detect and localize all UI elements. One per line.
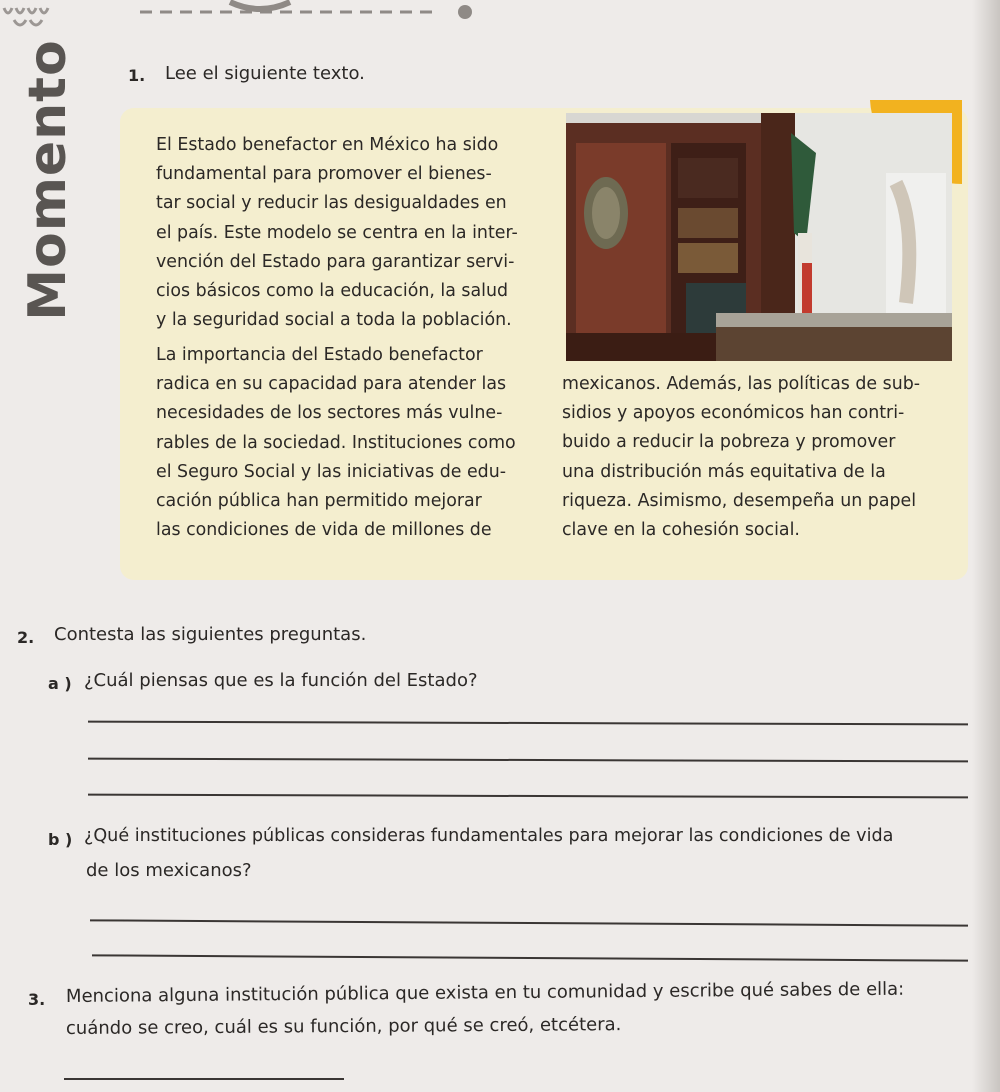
page-edge-shadow xyxy=(972,0,1000,1092)
reading-line: clave en la cohesión social. xyxy=(562,520,800,541)
reading-left-column xyxy=(156,131,518,335)
question-3-text-line1: Menciona alguna institución pública que exista en tu comunidad y escribe qué sabes de ella: xyxy=(65,978,905,1007)
answer-line-a-2[interactable] xyxy=(88,758,968,763)
answer-line-a-1[interactable] xyxy=(88,721,968,726)
reading-line: La importancia del Estado benefactor xyxy=(156,345,483,365)
question-3-number: 3. xyxy=(28,990,46,1009)
question-b-letter: b ) xyxy=(48,830,73,849)
reading-line: tar social y reducir las desigualdades en xyxy=(156,193,507,214)
question-2-number: 2. xyxy=(17,628,35,647)
question-1-number: 1. xyxy=(128,66,146,85)
reading-line: mexicanos. Además, las políticas de sub- xyxy=(562,374,921,394)
reading-left-column-continued xyxy=(156,341,516,545)
answer-line-3-1[interactable] xyxy=(64,1078,344,1080)
answer-line-a-3[interactable] xyxy=(88,794,968,799)
reading-line: rables de la sociedad. Instituciones como xyxy=(156,432,516,453)
reading-line: cación pública han permitido mejorar xyxy=(156,491,482,512)
reading-line: y la seguridad social a toda la población. xyxy=(156,310,512,331)
header-decoration-icon xyxy=(0,0,520,36)
reading-line: El Estado benefactor en México ha sido xyxy=(156,135,499,155)
reading-line: las condiciones de vida de millones de xyxy=(156,520,492,541)
reading-line: cios básicos como la educación, la salud xyxy=(156,281,509,302)
answer-line-b-1[interactable] xyxy=(90,919,968,926)
answer-line-b-2[interactable] xyxy=(92,954,968,961)
question-a-text: ¿Cuál piensas que es la función del Estado? xyxy=(84,670,478,691)
question-b-text-line1: ¿Qué instituciones públicas consideras fundamentales para mejorar las condiciones de vida xyxy=(84,826,894,846)
reading-line: necesidades de los sectores más vulne- xyxy=(156,403,503,424)
reading-line: buido a reducir la pobreza y promover xyxy=(562,432,896,453)
office-photo xyxy=(566,113,952,361)
reading-line: vención del Estado para garantizar servi- xyxy=(156,251,515,272)
reading-line: el país. Este modelo se centra en la inter- xyxy=(156,222,518,243)
question-b-text-line2: de los mexicanos? xyxy=(86,860,252,881)
question-2-instruction: Contesta las siguientes preguntas. xyxy=(54,624,367,645)
question-a-letter: a ) xyxy=(48,674,72,693)
section-vertical-title: Momento xyxy=(18,39,78,321)
reading-line: sidios y apoyos económicos han contri- xyxy=(562,403,905,424)
question-1-instruction: Lee el siguiente texto. xyxy=(165,63,365,84)
reading-line: radica en su capacidad para atender las xyxy=(156,374,507,395)
question-3-text-line2: cuándo se creo, cuál es su función, por qué se creó, etcétera. xyxy=(65,1014,622,1039)
reading-line: fundamental para promover el bienes- xyxy=(156,164,492,185)
reading-line: el Seguro Social y las iniciativas de edu- xyxy=(156,461,507,482)
reading-line: una distribución más equitativa de la xyxy=(562,461,886,482)
reading-right-column xyxy=(562,370,920,545)
reading-line: riqueza. Asimismo, desempeña un papel xyxy=(562,490,917,511)
